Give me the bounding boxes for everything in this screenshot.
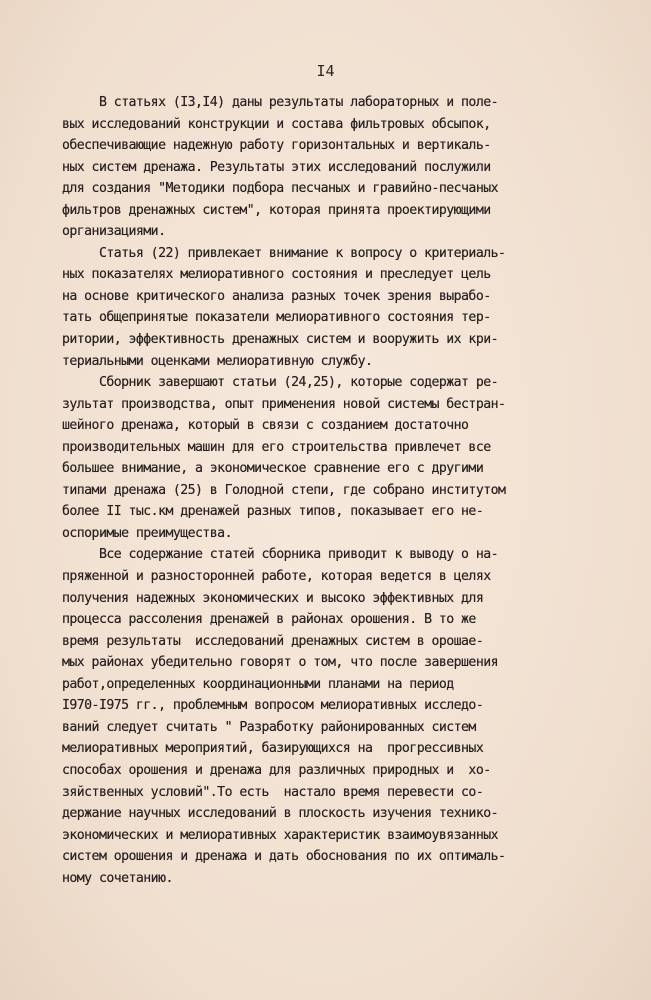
body-text	[62, 92, 582, 889]
text-line: зультат производства, опыт применения новой системы бестран-	[62, 396, 506, 412]
text-line: типами дренажа (25) в Голодной степи, где собрано институтом	[62, 482, 506, 498]
text-line: держание научных исследований в плоскость изучения технико-	[62, 806, 498, 822]
text-line: вых исследований конструкции и состава фильтровых обсыпок,	[62, 116, 491, 132]
text-line: ритории, эффективность дренажных систем и вооружить их кри-	[62, 332, 498, 348]
text-line: экономических и мелиоративных характеристик взаимоувязанных	[62, 827, 498, 843]
text-line: Сборник завершают статьи (24,25), которые содержат ре-	[62, 375, 498, 391]
text-line: на основе критического анализа разных точек зрения вырабо-	[62, 288, 491, 304]
text-line: тать общепринятые показатели мелиоративного состояния тер-	[62, 310, 491, 326]
page-number: I4	[316, 62, 335, 80]
text-line: шейного дренажа, который в связи с созданием достаточно	[62, 418, 469, 434]
text-line: Статья (22) привлекает внимание к вопросу о критериаль-	[62, 245, 506, 261]
text-line: мелиоративных мероприятий, базирующихся на прогрессивных	[62, 741, 484, 757]
text-line: Все содержание статей сборника приводит к выводу о на-	[62, 547, 498, 563]
text-line: ных систем дренажа. Результаты этих исследований послужили	[62, 159, 491, 175]
text-line: териальными оценками мелиоративную службу.	[62, 353, 373, 369]
text-line: обеспечивающие надежную работу горизонтальных и вертикаль-	[62, 138, 491, 154]
text-line: организациями.	[62, 224, 166, 240]
text-line: систем орошения и дренажа и дать обоснования по их оптималь-	[62, 849, 506, 865]
text-line: большее внимание, а экономическое сравнение его с другими	[62, 461, 484, 477]
text-line: ному сочетанию.	[62, 870, 173, 886]
text-line: фильтров дренажных систем", которая принята проектирующими	[62, 202, 491, 218]
text-line: мых районах убедительно говорят о том, что после завершения	[62, 655, 498, 671]
text-line: работ,определенных координационными планами на период	[62, 676, 454, 692]
text-line: В статьях (I3,I4) даны результаты лабораторных и поле-	[62, 95, 498, 110]
text-line: более II тыс.км дренажей разных типов, показывает его не-	[62, 504, 484, 520]
text-line: ваний следует считать " Разработку районированных систем	[62, 719, 476, 735]
text-line: время результаты исследований дренажных систем в орошае-	[62, 633, 484, 649]
text-line: производительных машин для его строительства привлечет все	[62, 439, 491, 455]
text-line: для создания "Методики подбора песчаных и гравийно-песчаных	[62, 181, 498, 197]
text-line: зяйственных условий".То есть настало время перевести со-	[62, 784, 484, 800]
text-line: получения надежных экономических и высоко эффективных для	[62, 590, 484, 606]
text-line: оспоримые преимущества.	[62, 525, 232, 541]
text-line: пряженной и разносторонней работе, которая ведется в целях	[62, 569, 491, 585]
text-line: ных показателях мелиоративного состояния и преследует цель	[62, 267, 491, 283]
text-line: процесса рассоления дренажей в районах орошения. В то же	[62, 612, 476, 628]
text-line: I970-I975 гг., проблемным вопросом мелиоративных исследо-	[62, 698, 484, 714]
text-line: способах орошения и дренажа для различных природных и хо-	[62, 762, 491, 778]
